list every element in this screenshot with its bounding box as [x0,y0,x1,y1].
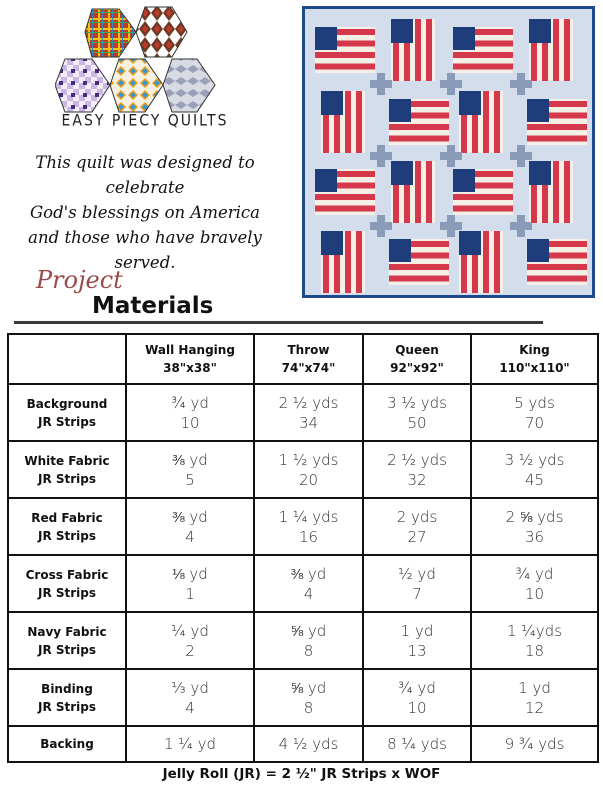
tagline [0,150,290,275]
row-label: Backing [8,726,126,762]
table-cell: ½ yd 7 [363,555,471,612]
table-cell: ⅜ yd 4 [254,555,363,612]
table-cell: 1 ¼ yd [126,726,254,762]
table-cell: 1 yd 13 [363,612,471,669]
table-cell: ¾ yd 10 [471,555,598,612]
table-cell: 2 ½ yds 32 [363,441,471,498]
tagline-line-1: This quilt was designed to celebrate [35,153,255,197]
header-queen: Queen 92"x92" [363,334,471,384]
table-cell: ¾ yd 10 [363,669,471,726]
table-cell: 2 ⅝ yds 36 [471,498,598,555]
table-cell: 1 yd 12 [471,669,598,726]
table-cell: 5 yds 70 [471,384,598,441]
header-throw: Throw 74"x74" [254,334,363,384]
row-label: Background JR Strips [8,384,126,441]
jelly-roll-footnote: Jelly Roll (JR) = 2 ½" JR Strips x WOF [162,766,441,782]
table-cell: 2 yds 27 [363,498,471,555]
row-label: White Fabric JR Strips [8,441,126,498]
table-row-white-fabric [8,441,598,498]
table-cell: ⅜ yd 4 [126,498,254,555]
heading-script: Project [36,266,123,294]
page-title: Materials [92,293,214,319]
table-cell: 1 ¼yds 18 [471,612,598,669]
table-cell: ⅝ yd 8 [254,669,363,726]
table-cell: 9 ¾ yds [471,726,598,762]
table-row-navy-fabric [8,612,598,669]
table-cell: ⅜ yd 5 [126,441,254,498]
divider [14,321,543,324]
tagline-line-3: and those who have bravely served. [28,228,262,272]
table-cell: ¾ yd 10 [126,384,254,441]
header-empty [8,334,126,384]
quilt-preview-image [302,6,595,298]
table-row-binding [8,669,598,726]
table-cell: 3 ½ yds 45 [471,441,598,498]
table-row-red-fabric [8,498,598,555]
table-cell: ⅓ yd 4 [126,669,254,726]
table-cell: ⅛ yd 1 [126,555,254,612]
header-king: King 110"x110" [471,334,598,384]
table-row-backing [8,726,598,762]
materials-table [7,333,599,763]
table-row-background [8,384,598,441]
table-cell: ¼ yd 2 [126,612,254,669]
table-cell: 2 ½ yds 34 [254,384,363,441]
table-cell: 1 ½ yds 20 [254,441,363,498]
hexagon-fabric-icon [55,5,235,120]
brand-name: EASY PIECY QUILTS [61,111,229,131]
table-cell: 4 ½ yds [254,726,363,762]
row-label: Cross Fabric JR Strips [8,555,126,612]
table-header-row [8,334,598,384]
header-wall-hanging: Wall Hanging 38"x38" [126,334,254,384]
table-cell: ⅝ yd 8 [254,612,363,669]
table-cell: 3 ½ yds 50 [363,384,471,441]
flag-quilt-illustration [305,9,592,295]
row-label: Binding JR Strips [8,669,126,726]
table-cell: 8 ¼ yds [363,726,471,762]
row-label: Red Fabric JR Strips [8,498,126,555]
table-row-cross-fabric [8,555,598,612]
row-label: Navy Fabric JR Strips [8,612,126,669]
table-cell: 1 ¼ yds 16 [254,498,363,555]
tagline-line-2: God's blessings on America [29,203,261,222]
